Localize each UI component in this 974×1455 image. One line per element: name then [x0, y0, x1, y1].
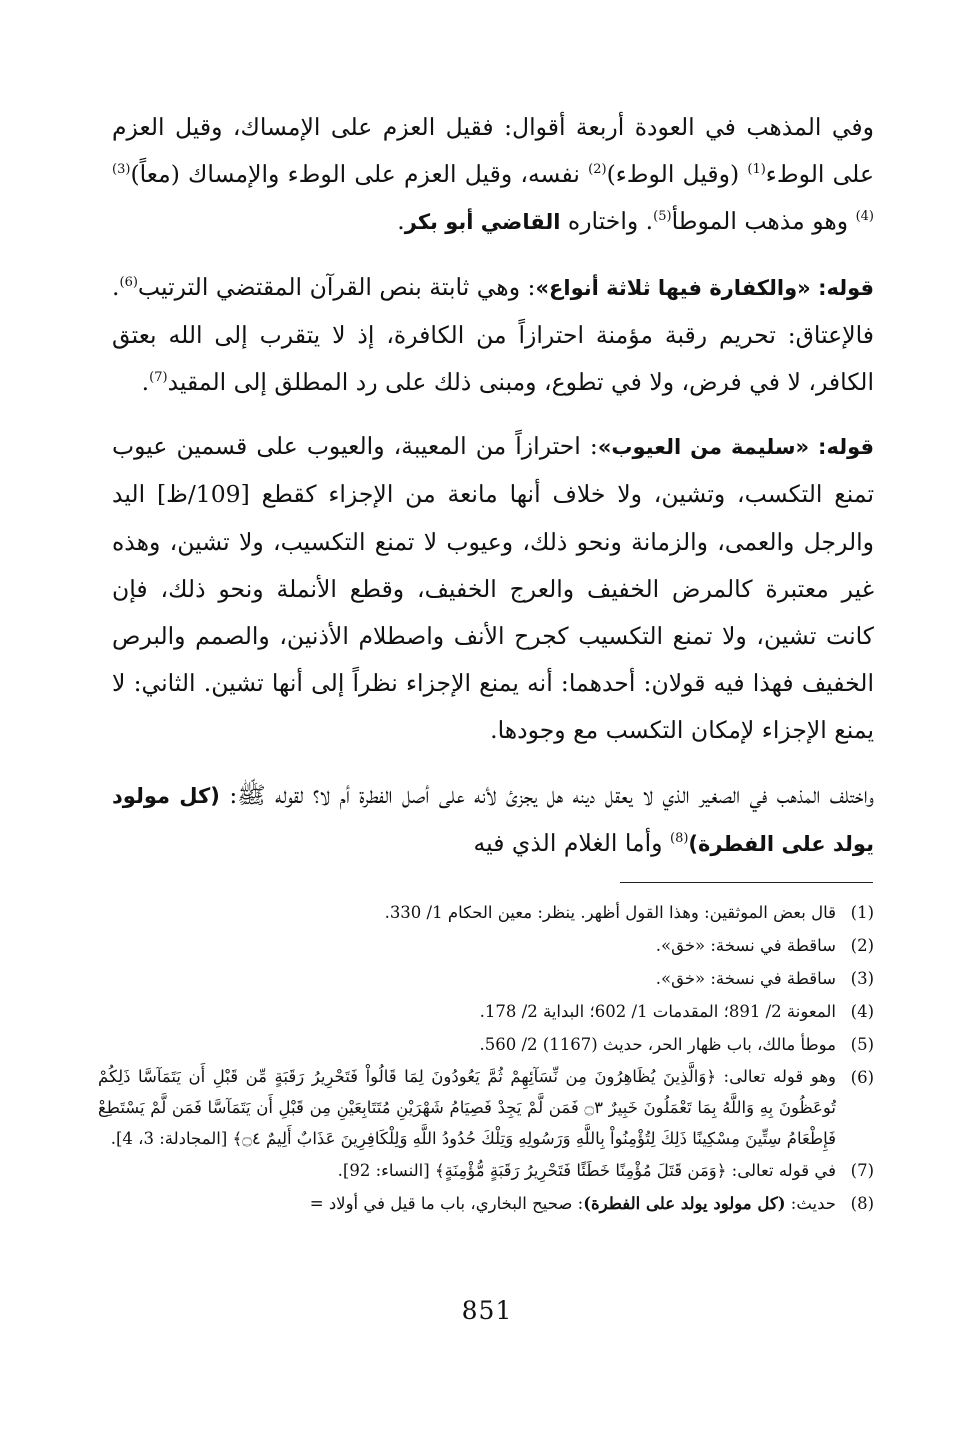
footnote-ref[interactable]: (2) [588, 162, 607, 178]
paragraph-1 [112, 104, 874, 247]
paragraph-3 [112, 423, 874, 754]
quoted-heading: «سليمة من العيوب» [597, 435, 810, 460]
text-run: نفسه، وقيل العزم على الوطء والإمساك (معاً) [130, 160, 589, 189]
footnote-ref[interactable]: (7) [149, 370, 168, 386]
text-run: . واختاره [560, 207, 654, 236]
footnote-item [98, 896, 874, 929]
footnote-text: ساقطة في نسخة: «خق». [655, 969, 836, 988]
footnote-divider [620, 882, 873, 883]
text-run: : صحيح البخاري، باب ما قيل في أولاد = [309, 1194, 584, 1213]
footnote-ref[interactable]: (8) [669, 831, 689, 847]
text-run: واختلف المذهب في الصغير الذي لا يعقل دينه هل يجزئ لأنه على أصل الفطرة أم لا؟ لقوله ﷺ: [219, 780, 874, 809]
text-run: . فالإعتاق: تحريم رقبة مؤمنة احترازاً من الكافرة، إذ لا يتقرب إلى الله بعتق الكافر، لا في فرض، ولا في تطوع، ومبنى ذلك على رد المطلق إلى المقيد [112, 272, 874, 397]
footnote-number: (4) [850, 1002, 874, 1021]
footnote-item [98, 995, 874, 1028]
footnote-ref[interactable]: (5) [653, 209, 672, 225]
paragraph-4 [112, 772, 874, 868]
text-run: . [141, 368, 150, 397]
page-number: 851 [461, 1296, 513, 1325]
text-run: (وقيل الوطء) [606, 160, 748, 189]
footnote-item [98, 962, 874, 995]
footnote-number: (8) [850, 1194, 874, 1213]
footnote-item [98, 1187, 874, 1220]
footnote-ref[interactable]: (3)(4) [112, 162, 874, 225]
footnote-number: (6) [850, 1068, 874, 1087]
hadith-quote: (كل مولود يولد على الفطرة) [112, 783, 874, 856]
lead-word: قوله: [810, 275, 874, 300]
footnote-ref[interactable]: (6) [119, 274, 138, 290]
quoted-heading: «والكفارة فيها ثلاثة أنواع» [535, 275, 811, 300]
footnote-text: ساقطة في نسخة: «خق». [655, 936, 836, 955]
lead-word: قوله: [809, 435, 874, 460]
footnote-text: في قوله تعالى: ﴿وَمَن قَتَلَ مُؤْمِنًا خَطَئًا فَتَحْرِيرُ رَقَبَةٍ مُّؤْمِنَةٍ﴾ [النساء: 92]. [337, 1161, 836, 1180]
footnote-item [98, 1028, 874, 1061]
hadith-quote: (كل مولود يولد على الفطرة) [583, 1194, 786, 1213]
footnote-text: وهو قوله تعالى: ﴿وَالَّذِينَ يُظَاهِرُونَ مِن نِّسَآئِهِمْ ثُمَّ يَعُودُونَ لِمَا قَالُواْ فَتَحْرِيرُ رَقَبَةٍ مِّن قَبْلِ أَن يَتَمَآسَّا ذَلِكُمْ تُوعَظُونَ بِهِ وَاللَّهُ بِمَا تَعْمَلُونَ خَبِيرٌ ۝٣ فَمَن لَّمْ يَجِدْ فَصِيَامُ شَهْرَيْنِ مُتَتَابِعَيْنِ مِن قَبْلِ أَن يَتَمَآسَّا فَمَن لَّمْ يَسْتَطِعْ فَإِطْعَامُ سِتِّينَ مِسْكِينًا ذَلِكَ لِتُؤْمِنُواْ بِاللَّهِ وَرَسُولِهِ وَتِلْكَ حُدُودُ اللَّهِ وَلِلْكَافِرِينَ عَذَابٌ أَلِيمٌ ۝٤﴾ [المجادلة: 3، 4]. [98, 1067, 836, 1148]
text-run: وهو مذهب الموطأ [671, 207, 856, 236]
footnote-number: (5) [850, 1035, 874, 1054]
footnote-text: موطأ مالك، باب ظهار الحر، حديث (1167) 2/ 560. [479, 1035, 836, 1054]
footnote-item [98, 929, 874, 962]
main-text [112, 104, 874, 868]
bold-name: القاضي أبو بكر [404, 210, 561, 235]
footnote-number: (1) [850, 903, 874, 922]
footnote-number: (7) [850, 1161, 874, 1180]
footnote-item [98, 1154, 874, 1187]
footnote-text: المعونة 2/ 891؛ المقدمات 1/ 602؛ البداية 2/ 178. [479, 1002, 836, 1021]
text-run: . [397, 207, 405, 236]
footnote-text [98, 1187, 836, 1220]
footnote-number: (3) [850, 969, 874, 988]
footnote-number: (2) [850, 936, 874, 955]
text-run: وأما الغلام الذي فيه [473, 828, 670, 857]
footnotes [98, 896, 874, 1220]
paragraph-2 [112, 264, 874, 407]
text-run: : احترازاً من المعيبة، والعيوب على قسمين عيوب تمنع التكسب، وتشين، ولا خلاف أنها مانعة من الإجزاء كقطع [109/ظ] اليد والرجل والعمى، والزمانة ونحو ذلك، وعيوب لا تمنع التكسيب، ولا تشين، وهذه غير معتبرة كالمرض الخفيف والعرج الخفيف، وقطع الأنملة ونحو ذلك، فإن كانت تشين، ولا تمنع التكسيب كجرح الأنف واصطلام الأذنين، والصمم والبرص الخفيف فهذا فيه قولان: أحدهما: أنه يمنع الإجزاء نظراً إلى أنها تشين. الثاني: لا يمنع الإجزاء لإمكان التكسب مع وجودها. [112, 432, 874, 745]
text-run: : وهي ثابتة بنص القرآن المقتضي الترتيب [137, 272, 536, 301]
footnote-text: قال بعض الموثقين: وهذا القول أظهر. ينظر: معين الحكام 1/ 330. [384, 903, 836, 922]
text-run: وفي المذهب في العودة أربعة أقوال: فقيل العزم على الإمساك، وقيل العزم على الوطء [112, 113, 874, 189]
text-run: حديث: [785, 1194, 836, 1213]
footnote-item [98, 1061, 874, 1154]
footnote-ref[interactable]: (1) [747, 162, 766, 178]
